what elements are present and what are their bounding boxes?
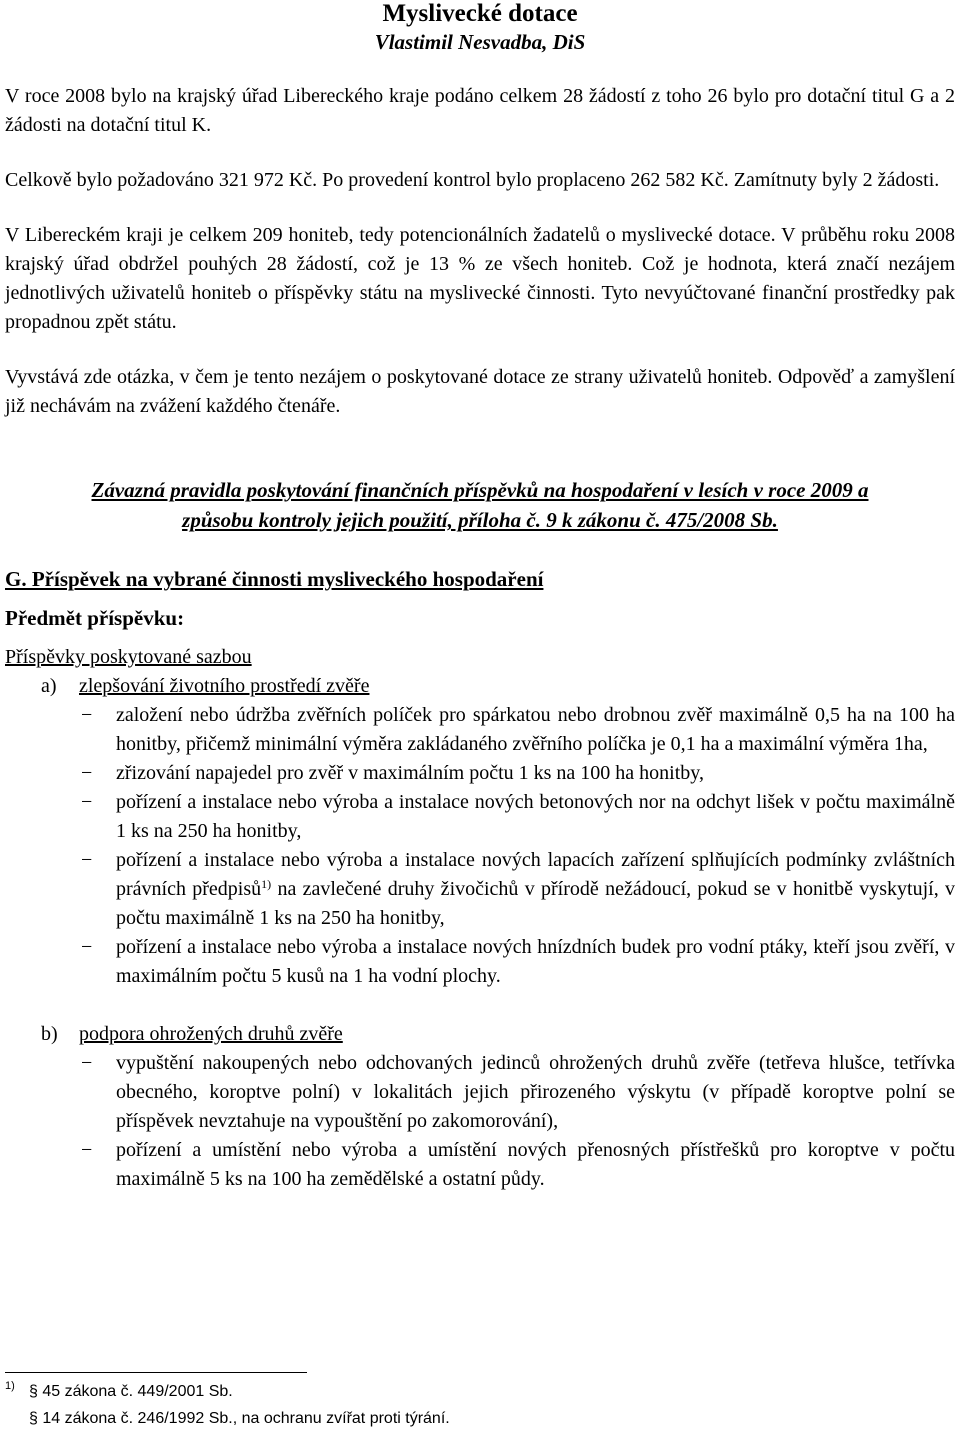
group-a-title: zlepšování životního prostředí zvěře <box>79 675 370 697</box>
rates-heading: Příspěvky poskytované sazbou <box>5 646 252 668</box>
list-item: − pořízení a instalace nebo výroba a instalace nových betonových nor na odchyt lišek v počtu maximálně 1 ks na 250 ha honitby, <box>81 791 955 842</box>
rules-heading-line1: Závazná pravidla poskytování finančních příspěvků na hospodaření v lesích v roce 2009 a <box>91 478 869 502</box>
group-a-label: a) <box>41 675 57 697</box>
list-item: − zřizování napajedel pro zvěř v maximálním počtu 1 ks na 100 ha honitby, <box>81 762 704 784</box>
list-item: − založení nebo údržba zvěřních políček pro spárkatou nebo drobnou zvěř maximálně 0,5 ha na 100 ha honitby, přičemž minimální výměra zakládaného zvěřního políčka je 0,1 ha a maximální výměra 1ha, <box>81 704 955 755</box>
group-b-label: b) <box>41 1023 58 1045</box>
list-item: − pořízení a umístění nebo výroba a umístění nových přenosných přístřešků pro koroptve v počtu maximálně 5 ks na 100 ha zemědělské a ostatní půdy. <box>81 1139 955 1190</box>
group-b-list <box>5 1049 955 1194</box>
paragraph-4: Vyvstává zde otázka, v čem je tento nezájem o poskytované dotace ze strany uživatelů honiteb. Odpověď a zamyšlení již nechávám na zvážení každého čtenáře. <box>5 366 955 417</box>
document-title: Myslivecké dotace <box>382 0 578 27</box>
paragraph-3: V Libereckém kraji je celkem 209 honiteb, tedy potencionálních žadatelů o myslivecké dotace. V průběhu roku 2008 krajský úřad obdržel pouhých 28 žádostí, což je 13 % ze všech honiteb. Což je hodnota, která značí nezájem jednotlivých uživatelů honiteb o příspěvky státu na myslivecké činnosti. Tyto nevyúčtované finanční prostředky pak propadnou zpět státu. <box>5 224 955 333</box>
footnote-separator <box>5 1372 307 1373</box>
footnote-ref: 1) <box>261 877 272 891</box>
footnote-2: § 14 zákona č. 246/1992 Sb., na ochranu zvířat proti týrání. <box>29 1410 450 1427</box>
list-item: − pořízení a instalace nebo výroba a instalace nových hnízdních budek pro vodní ptáky, kteří jsou zvěří, v maximálním počtu 5 kusů na 1 ha vodní plochy. <box>81 936 955 987</box>
list-item: − pořízení a instalace nebo výroba a instalace nových lapacích zařízení splňujících podmínky zvláštních právních předpisů$^{1)}$ na zavlečené druhy živočichů v přírodě nežádoucí, pokud se v honitbě vyskytují, v počtu maximálně 1 ks na 250 ha honitby, <box>81 849 955 929</box>
rules-heading <box>5 475 955 535</box>
rules-heading-line2: způsobu kontroly jejich použití, příloha č. 9 k zákonu č. 475/2008 Sb. <box>182 508 778 532</box>
group-b <box>5 1020 955 1194</box>
group-a-list <box>5 701 955 991</box>
paragraph-1: V roce 2008 bylo na krajský úřad Libereckého kraje podáno celkem 28 žádostí z toho 26 bylo pro dotační titul G a 2 žádosti na dotační titul K. <box>5 85 955 136</box>
footnotes <box>5 1378 450 1432</box>
subject-heading: Předmět příspěvku: <box>5 606 185 630</box>
group-a <box>5 672 955 991</box>
document-author: Vlastimil Nesvadba, DiS <box>374 30 586 54</box>
group-b-title: podpora ohrožených druhů zvěře <box>79 1023 343 1045</box>
section-g-heading: G. Příspěvek na vybrané činnosti mysliveckého hospodaření <box>5 567 544 591</box>
list-item: − vypuštění nakoupených nebo odchovaných jedinců ohrožených druhů zvěře (tetřeva hlušce, tetřívka obecného, koroptve polní) v lokalitách jejich přirozeného výskytu (v případě koroptve polní se příspěvek nevztahuje na vypouštění po zakomorování), <box>81 1052 955 1132</box>
document-page <box>5 0 955 1194</box>
footnote-1: 1) § 45 zákona č. 449/2001 Sb. <box>5 1378 450 1405</box>
paragraph-2: Celkově bylo požadováno 321 972 Kč. Po provedení kontrol bylo proplaceno 262 582 Kč. Zamítnuty byly 2 žádosti. <box>5 169 940 191</box>
footnote-mark: 1) <box>5 1380 15 1392</box>
